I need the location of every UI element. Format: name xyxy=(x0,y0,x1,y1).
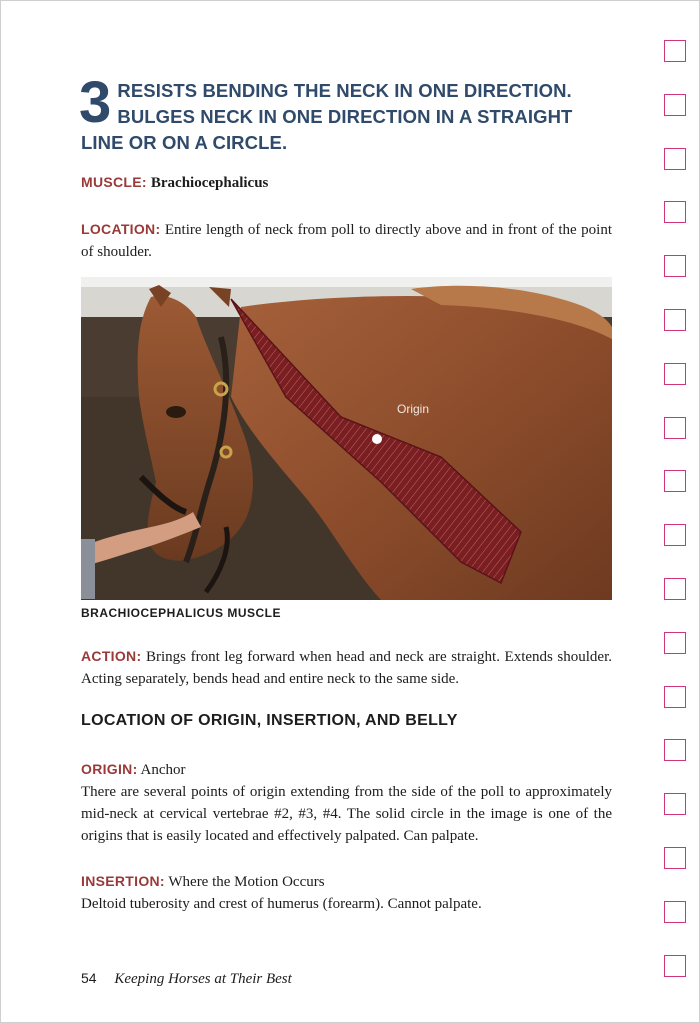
insertion-text: Deltoid tuberosity and crest of humerus (forearm). Cannot palpate. xyxy=(81,896,482,912)
location-paragraph xyxy=(81,218,612,263)
origin-point xyxy=(372,434,382,444)
muscle-label: MUSCLE: xyxy=(81,174,147,190)
figure-caption: BRACHIOCEPHALICUS MUSCLE xyxy=(81,606,282,620)
insertion-title-line xyxy=(81,870,612,893)
checkbox[interactable] xyxy=(664,793,686,815)
exercise-number: 3 xyxy=(79,70,112,135)
checkbox[interactable] xyxy=(664,901,686,923)
exercise-heading xyxy=(79,70,612,156)
checkbox[interactable] xyxy=(664,524,686,546)
insertion-label: INSERTION: xyxy=(81,873,165,889)
checkbox[interactable] xyxy=(664,847,686,869)
origin-label: ORIGIN: xyxy=(81,761,138,777)
location-text: Entire length of neck from poll to directly above and in front of the point of shoulder. xyxy=(81,222,612,260)
location-label: LOCATION: xyxy=(81,221,161,237)
origin-annotation: Origin xyxy=(397,402,430,416)
action-label: ACTION: xyxy=(81,648,142,664)
origin-block xyxy=(81,758,612,847)
book-title: Keeping Horses at Their Best xyxy=(114,971,292,987)
section-heading-block xyxy=(79,70,612,156)
origin-insertion-heading: LOCATION OF ORIGIN, INSERTION, AND BELLY xyxy=(81,712,458,729)
checkbox[interactable] xyxy=(664,148,686,170)
checkbox[interactable] xyxy=(664,578,686,600)
checkbox[interactable] xyxy=(664,686,686,708)
exercise-title: RESISTS BENDING THE NECK IN ONE DIRECTION. BULGES NECK IN ONE DIRECTION IN A STRAIGHT LINE OR ON A CIRCLE. xyxy=(81,80,573,153)
muscle-name: Brachiocephalicus xyxy=(150,175,269,191)
insertion-subtitle: Where the Motion Occurs xyxy=(168,874,325,890)
checkbox[interactable] xyxy=(664,40,686,62)
checkbox[interactable] xyxy=(664,417,686,439)
checkbox[interactable] xyxy=(664,632,686,654)
checkbox[interactable] xyxy=(664,955,686,977)
horse-illustration xyxy=(81,277,612,600)
checkbox[interactable] xyxy=(664,94,686,116)
page-number: 54 xyxy=(81,970,97,986)
page-footer xyxy=(81,970,292,988)
checkbox[interactable] xyxy=(664,470,686,492)
origin-text: There are several points of origin extending from the side of the poll to approximately mid-neck at cervical vertebrae #2, #3, #4. The solid circle in the image is one of the origins that is easily located and effectively palpated. Can palpate. xyxy=(81,784,612,844)
horse-photo xyxy=(81,277,612,600)
origin-subtitle: Anchor xyxy=(140,762,186,778)
insertion-block xyxy=(81,870,612,915)
checkbox[interactable] xyxy=(664,309,686,331)
action-text: Brings front leg forward when head and neck are straight. Extends shoulder. Acting separately, bends head and entire neck to the same side. xyxy=(81,649,613,687)
checkbox[interactable] xyxy=(664,201,686,223)
origin-title-line xyxy=(81,758,612,781)
muscle-line xyxy=(81,174,268,192)
checkbox[interactable] xyxy=(664,739,686,761)
checkbox[interactable] xyxy=(664,255,686,277)
action-paragraph xyxy=(81,645,612,690)
checkbox[interactable] xyxy=(664,363,686,385)
